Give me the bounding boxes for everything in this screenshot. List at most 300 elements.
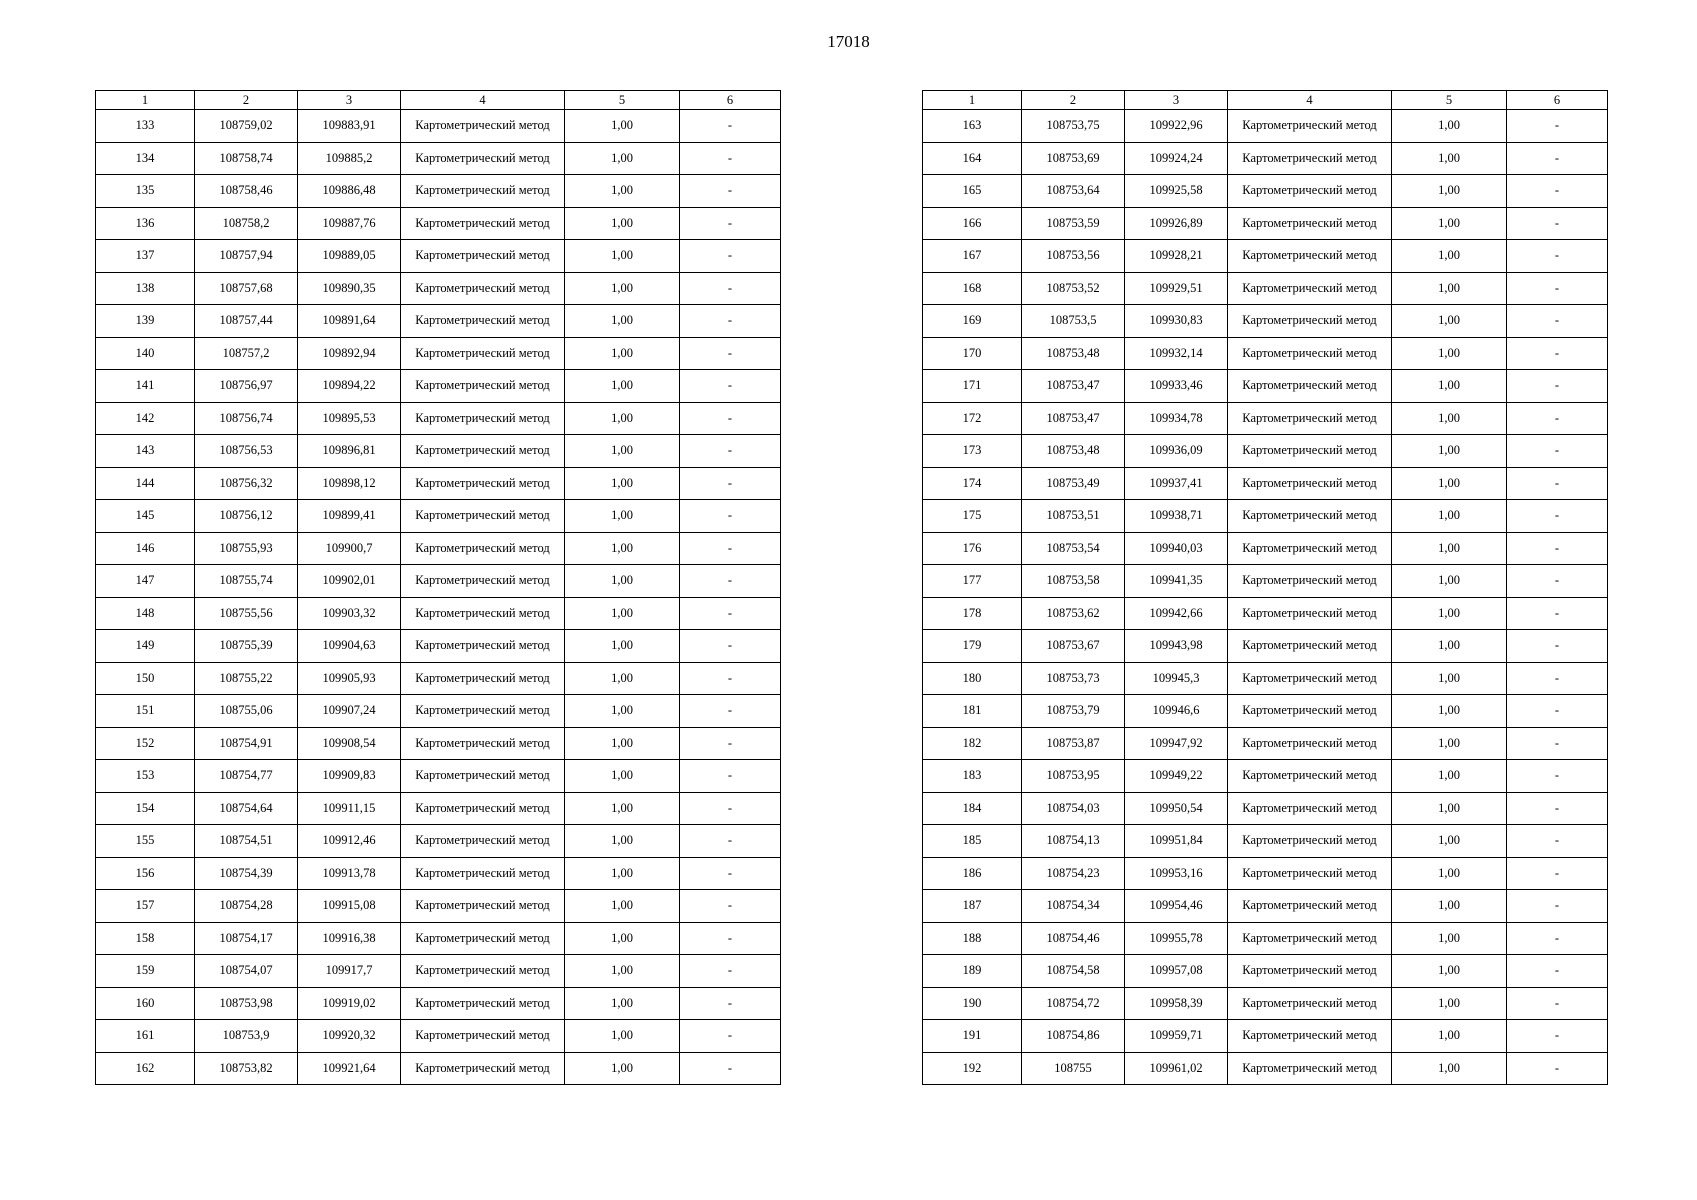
- method-cell: Картометрический метод: [401, 760, 565, 793]
- method-cell: Картометрический метод: [401, 1020, 565, 1053]
- y-coordinate-cell: 109892,94: [298, 337, 401, 370]
- y-coordinate-cell: 109908,54: [298, 727, 401, 760]
- accuracy-cell: 1,00: [565, 402, 680, 435]
- table-row: [96, 500, 781, 533]
- point-number-cell: 143: [96, 435, 195, 468]
- table-row: [96, 402, 781, 435]
- accuracy-cell: 1,00: [1392, 792, 1507, 825]
- x-coordinate-cell: 108753,73: [1022, 662, 1125, 695]
- point-number-cell: 177: [923, 565, 1022, 598]
- description-cell: -: [680, 565, 781, 598]
- x-coordinate-cell: 108757,94: [195, 240, 298, 273]
- point-number-cell: 171: [923, 370, 1022, 403]
- method-cell: Картометрический метод: [401, 435, 565, 468]
- x-coordinate-cell: 108753,59: [1022, 207, 1125, 240]
- y-coordinate-cell: 109887,76: [298, 207, 401, 240]
- header-cell: 1: [923, 91, 1022, 110]
- accuracy-cell: 1,00: [1392, 1020, 1507, 1053]
- accuracy-cell: 1,00: [1392, 142, 1507, 175]
- accuracy-cell: 1,00: [1392, 337, 1507, 370]
- y-coordinate-cell: 109947,92: [1125, 727, 1228, 760]
- y-coordinate-cell: 109916,38: [298, 922, 401, 955]
- y-coordinate-cell: 109895,53: [298, 402, 401, 435]
- x-coordinate-cell: 108753,75: [1022, 110, 1125, 143]
- table-header-row: [96, 91, 781, 110]
- accuracy-cell: 1,00: [565, 857, 680, 890]
- description-cell: -: [680, 857, 781, 890]
- description-cell: -: [680, 1020, 781, 1053]
- point-number-cell: 134: [96, 142, 195, 175]
- point-number-cell: 136: [96, 207, 195, 240]
- table-row: [923, 370, 1608, 403]
- x-coordinate-cell: 108755,06: [195, 695, 298, 728]
- x-coordinate-cell: 108757,68: [195, 272, 298, 305]
- accuracy-cell: 1,00: [565, 337, 680, 370]
- y-coordinate-cell: 109936,09: [1125, 435, 1228, 468]
- y-coordinate-cell: 109919,02: [298, 987, 401, 1020]
- point-number-cell: 187: [923, 890, 1022, 923]
- y-coordinate-cell: 109891,64: [298, 305, 401, 338]
- accuracy-cell: 1,00: [1392, 240, 1507, 273]
- method-cell: Картометрический метод: [401, 1052, 565, 1085]
- table-row: [96, 955, 781, 988]
- method-cell: Картометрический метод: [401, 402, 565, 435]
- y-coordinate-cell: 109928,21: [1125, 240, 1228, 273]
- y-coordinate-cell: 109922,96: [1125, 110, 1228, 143]
- table-row: [923, 597, 1608, 630]
- method-cell: Картометрический метод: [1228, 1020, 1392, 1053]
- y-coordinate-cell: 109900,7: [298, 532, 401, 565]
- point-number-cell: 159: [96, 955, 195, 988]
- method-cell: Картометрический метод: [1228, 922, 1392, 955]
- x-coordinate-cell: 108755,56: [195, 597, 298, 630]
- point-number-cell: 163: [923, 110, 1022, 143]
- x-coordinate-cell: 108753,47: [1022, 370, 1125, 403]
- description-cell: -: [680, 435, 781, 468]
- y-coordinate-cell: 109958,39: [1125, 987, 1228, 1020]
- x-coordinate-cell: 108754,46: [1022, 922, 1125, 955]
- table-row: [96, 792, 781, 825]
- point-number-cell: 152: [96, 727, 195, 760]
- y-coordinate-cell: 109954,46: [1125, 890, 1228, 923]
- y-coordinate-cell: 109929,51: [1125, 272, 1228, 305]
- method-cell: Картометрический метод: [1228, 630, 1392, 663]
- point-number-cell: 188: [923, 922, 1022, 955]
- description-cell: -: [1507, 305, 1608, 338]
- point-number-cell: 147: [96, 565, 195, 598]
- accuracy-cell: 1,00: [565, 175, 680, 208]
- description-cell: -: [680, 240, 781, 273]
- y-coordinate-cell: 109889,05: [298, 240, 401, 273]
- table-row: [923, 207, 1608, 240]
- point-number-cell: 185: [923, 825, 1022, 858]
- method-cell: Картометрический метод: [401, 337, 565, 370]
- description-cell: -: [680, 402, 781, 435]
- y-coordinate-cell: 109890,35: [298, 272, 401, 305]
- x-coordinate-cell: 108758,2: [195, 207, 298, 240]
- point-number-cell: 174: [923, 467, 1022, 500]
- table-row: [923, 857, 1608, 890]
- y-coordinate-cell: 109941,35: [1125, 565, 1228, 598]
- description-cell: -: [680, 1052, 781, 1085]
- table-row: [96, 467, 781, 500]
- x-coordinate-cell: 108755,74: [195, 565, 298, 598]
- description-cell: -: [680, 175, 781, 208]
- x-coordinate-cell: 108753,79: [1022, 695, 1125, 728]
- point-number-cell: 158: [96, 922, 195, 955]
- x-coordinate-cell: 108756,12: [195, 500, 298, 533]
- description-cell: -: [1507, 175, 1608, 208]
- y-coordinate-cell: 109917,7: [298, 955, 401, 988]
- table-row: [96, 207, 781, 240]
- accuracy-cell: 1,00: [1392, 630, 1507, 663]
- accuracy-cell: 1,00: [565, 500, 680, 533]
- accuracy-cell: 1,00: [1392, 435, 1507, 468]
- method-cell: Картометрический метод: [401, 955, 565, 988]
- table-row: [923, 402, 1608, 435]
- y-coordinate-cell: 109902,01: [298, 565, 401, 598]
- method-cell: Картометрический метод: [401, 662, 565, 695]
- accuracy-cell: 1,00: [1392, 207, 1507, 240]
- header-cell: 4: [401, 91, 565, 110]
- x-coordinate-cell: 108753,67: [1022, 630, 1125, 663]
- y-coordinate-cell: 109938,71: [1125, 500, 1228, 533]
- accuracy-cell: 1,00: [565, 1020, 680, 1053]
- accuracy-cell: 1,00: [565, 695, 680, 728]
- x-coordinate-cell: 108754,07: [195, 955, 298, 988]
- accuracy-cell: 1,00: [565, 435, 680, 468]
- method-cell: Картометрический метод: [401, 467, 565, 500]
- description-cell: -: [680, 467, 781, 500]
- description-cell: -: [680, 890, 781, 923]
- y-coordinate-cell: 109937,41: [1125, 467, 1228, 500]
- table-row: [923, 695, 1608, 728]
- description-cell: -: [680, 987, 781, 1020]
- x-coordinate-cell: 108753,98: [195, 987, 298, 1020]
- point-number-cell: 169: [923, 305, 1022, 338]
- table-row: [96, 1020, 781, 1053]
- accuracy-cell: 1,00: [1392, 890, 1507, 923]
- y-coordinate-cell: 109961,02: [1125, 1052, 1228, 1085]
- y-coordinate-cell: 109934,78: [1125, 402, 1228, 435]
- point-number-cell: 144: [96, 467, 195, 500]
- point-number-cell: 182: [923, 727, 1022, 760]
- description-cell: -: [1507, 207, 1608, 240]
- accuracy-cell: 1,00: [1392, 402, 1507, 435]
- method-cell: Картометрический метод: [1228, 955, 1392, 988]
- y-coordinate-cell: 109911,15: [298, 792, 401, 825]
- x-coordinate-cell: 108754,13: [1022, 825, 1125, 858]
- table-row: [96, 825, 781, 858]
- table-row: [96, 922, 781, 955]
- x-coordinate-cell: 108753,49: [1022, 467, 1125, 500]
- method-cell: Картометрический метод: [1228, 890, 1392, 923]
- table-row: [96, 727, 781, 760]
- point-number-cell: 139: [96, 305, 195, 338]
- x-coordinate-cell: 108754,64: [195, 792, 298, 825]
- description-cell: -: [1507, 890, 1608, 923]
- accuracy-cell: 1,00: [565, 240, 680, 273]
- method-cell: Картометрический метод: [401, 532, 565, 565]
- method-cell: Картометрический метод: [401, 987, 565, 1020]
- table-row: [923, 1020, 1608, 1053]
- method-cell: Картометрический метод: [401, 630, 565, 663]
- point-number-cell: 151: [96, 695, 195, 728]
- table-row: [923, 825, 1608, 858]
- method-cell: Картометрический метод: [1228, 435, 1392, 468]
- table-row: [96, 240, 781, 273]
- method-cell: Картометрический метод: [1228, 727, 1392, 760]
- description-cell: -: [680, 760, 781, 793]
- method-cell: Картометрический метод: [401, 207, 565, 240]
- table-row: [923, 630, 1608, 663]
- x-coordinate-cell: 108758,46: [195, 175, 298, 208]
- method-cell: Картометрический метод: [1228, 402, 1392, 435]
- x-coordinate-cell: 108754,72: [1022, 987, 1125, 1020]
- accuracy-cell: 1,00: [565, 207, 680, 240]
- table-row: [923, 727, 1608, 760]
- y-coordinate-cell: 109945,3: [1125, 662, 1228, 695]
- description-cell: -: [680, 662, 781, 695]
- table-row: [96, 305, 781, 338]
- x-coordinate-cell: 108756,53: [195, 435, 298, 468]
- point-number-cell: 137: [96, 240, 195, 273]
- description-cell: -: [1507, 987, 1608, 1020]
- x-coordinate-cell: 108755,22: [195, 662, 298, 695]
- description-cell: -: [680, 922, 781, 955]
- table-row: [96, 987, 781, 1020]
- x-coordinate-cell: 108753,64: [1022, 175, 1125, 208]
- description-cell: -: [680, 142, 781, 175]
- description-cell: -: [1507, 402, 1608, 435]
- table-row: [923, 467, 1608, 500]
- y-coordinate-cell: 109946,6: [1125, 695, 1228, 728]
- x-coordinate-cell: 108756,74: [195, 402, 298, 435]
- table-row: [923, 1052, 1608, 1085]
- point-number-cell: 186: [923, 857, 1022, 890]
- point-number-cell: 150: [96, 662, 195, 695]
- accuracy-cell: 1,00: [565, 792, 680, 825]
- header-cell: 3: [1125, 91, 1228, 110]
- y-coordinate-cell: 109909,83: [298, 760, 401, 793]
- accuracy-cell: 1,00: [565, 630, 680, 663]
- header-cell: 3: [298, 91, 401, 110]
- description-cell: -: [1507, 532, 1608, 565]
- description-cell: -: [1507, 955, 1608, 988]
- method-cell: Картометрический метод: [401, 500, 565, 533]
- point-number-cell: 140: [96, 337, 195, 370]
- point-number-cell: 183: [923, 760, 1022, 793]
- y-coordinate-cell: 109950,54: [1125, 792, 1228, 825]
- y-coordinate-cell: 109924,24: [1125, 142, 1228, 175]
- description-cell: -: [680, 337, 781, 370]
- table-row: [96, 857, 781, 890]
- accuracy-cell: 1,00: [1392, 305, 1507, 338]
- point-number-cell: 155: [96, 825, 195, 858]
- table-row: [923, 955, 1608, 988]
- y-coordinate-cell: 109957,08: [1125, 955, 1228, 988]
- method-cell: Картометрический метод: [401, 792, 565, 825]
- accuracy-cell: 1,00: [1392, 695, 1507, 728]
- point-number-cell: 191: [923, 1020, 1022, 1053]
- accuracy-cell: 1,00: [1392, 532, 1507, 565]
- method-cell: Картометрический метод: [1228, 695, 1392, 728]
- description-cell: -: [680, 370, 781, 403]
- y-coordinate-cell: 109920,32: [298, 1020, 401, 1053]
- description-cell: -: [680, 272, 781, 305]
- x-coordinate-cell: 108755,93: [195, 532, 298, 565]
- x-coordinate-cell: 108754,51: [195, 825, 298, 858]
- method-cell: Картометрический метод: [1228, 467, 1392, 500]
- table-row: [923, 792, 1608, 825]
- y-coordinate-cell: 109907,24: [298, 695, 401, 728]
- x-coordinate-cell: 108754,91: [195, 727, 298, 760]
- x-coordinate-cell: 108753,56: [1022, 240, 1125, 273]
- description-cell: -: [680, 207, 781, 240]
- description-cell: -: [1507, 630, 1608, 663]
- description-cell: -: [680, 110, 781, 143]
- point-number-cell: 138: [96, 272, 195, 305]
- x-coordinate-cell: 108754,28: [195, 890, 298, 923]
- x-coordinate-cell: 108753,48: [1022, 435, 1125, 468]
- accuracy-cell: 1,00: [1392, 955, 1507, 988]
- table-row: [923, 240, 1608, 273]
- point-number-cell: 164: [923, 142, 1022, 175]
- description-cell: -: [680, 695, 781, 728]
- method-cell: Картометрический метод: [1228, 565, 1392, 598]
- point-number-cell: 142: [96, 402, 195, 435]
- method-cell: Картометрический метод: [401, 240, 565, 273]
- header-cell: 6: [1507, 91, 1608, 110]
- method-cell: Картометрический метод: [401, 370, 565, 403]
- accuracy-cell: 1,00: [1392, 727, 1507, 760]
- method-cell: Картометрический метод: [1228, 272, 1392, 305]
- accuracy-cell: 1,00: [565, 955, 680, 988]
- x-coordinate-cell: 108754,23: [1022, 857, 1125, 890]
- point-number-cell: 160: [96, 987, 195, 1020]
- point-number-cell: 190: [923, 987, 1022, 1020]
- table-row: [96, 272, 781, 305]
- method-cell: Картометрический метод: [401, 175, 565, 208]
- y-coordinate-cell: 109894,22: [298, 370, 401, 403]
- description-cell: -: [680, 630, 781, 663]
- table-row: [96, 1052, 781, 1085]
- point-number-cell: 173: [923, 435, 1022, 468]
- description-cell: -: [680, 792, 781, 825]
- description-cell: -: [1507, 825, 1608, 858]
- accuracy-cell: 1,00: [565, 825, 680, 858]
- table-row: [923, 565, 1608, 598]
- y-coordinate-cell: 109886,48: [298, 175, 401, 208]
- description-cell: -: [680, 305, 781, 338]
- y-coordinate-cell: 109943,98: [1125, 630, 1228, 663]
- method-cell: Картометрический метод: [401, 890, 565, 923]
- point-number-cell: 165: [923, 175, 1022, 208]
- point-number-cell: 172: [923, 402, 1022, 435]
- accuracy-cell: 1,00: [565, 565, 680, 598]
- header-cell: 5: [565, 91, 680, 110]
- header-cell: 6: [680, 91, 781, 110]
- x-coordinate-cell: 108753,51: [1022, 500, 1125, 533]
- method-cell: Картометрический метод: [1228, 110, 1392, 143]
- description-cell: -: [1507, 1020, 1608, 1053]
- table-row: [96, 630, 781, 663]
- accuracy-cell: 1,00: [1392, 597, 1507, 630]
- x-coordinate-cell: 108753,48: [1022, 337, 1125, 370]
- x-coordinate-cell: 108754,03: [1022, 792, 1125, 825]
- point-number-cell: 189: [923, 955, 1022, 988]
- method-cell: Картометрический метод: [401, 110, 565, 143]
- y-coordinate-cell: 109932,14: [1125, 337, 1228, 370]
- method-cell: Картометрический метод: [1228, 1052, 1392, 1085]
- accuracy-cell: 1,00: [565, 305, 680, 338]
- point-number-cell: 184: [923, 792, 1022, 825]
- point-number-cell: 180: [923, 662, 1022, 695]
- accuracy-cell: 1,00: [1392, 662, 1507, 695]
- point-number-cell: 166: [923, 207, 1022, 240]
- y-coordinate-cell: 109899,41: [298, 500, 401, 533]
- accuracy-cell: 1,00: [565, 467, 680, 500]
- accuracy-cell: 1,00: [565, 142, 680, 175]
- y-coordinate-cell: 109949,22: [1125, 760, 1228, 793]
- accuracy-cell: 1,00: [1392, 110, 1507, 143]
- table-row: [923, 175, 1608, 208]
- y-coordinate-cell: 109898,12: [298, 467, 401, 500]
- x-coordinate-cell: 108753,5: [1022, 305, 1125, 338]
- accuracy-cell: 1,00: [1392, 760, 1507, 793]
- coordinates-table-right: [922, 90, 1608, 1085]
- method-cell: Картометрический метод: [1228, 532, 1392, 565]
- x-coordinate-cell: 108754,17: [195, 922, 298, 955]
- description-cell: -: [680, 727, 781, 760]
- description-cell: -: [1507, 597, 1608, 630]
- accuracy-cell: 1,00: [1392, 825, 1507, 858]
- table-row: [96, 760, 781, 793]
- x-coordinate-cell: 108753,58: [1022, 565, 1125, 598]
- accuracy-cell: 1,00: [565, 890, 680, 923]
- y-coordinate-cell: 109933,46: [1125, 370, 1228, 403]
- accuracy-cell: 1,00: [565, 922, 680, 955]
- y-coordinate-cell: 109955,78: [1125, 922, 1228, 955]
- x-coordinate-cell: 108754,77: [195, 760, 298, 793]
- method-cell: Картометрический метод: [1228, 662, 1392, 695]
- table-row: [923, 272, 1608, 305]
- y-coordinate-cell: 109896,81: [298, 435, 401, 468]
- method-cell: Картометрический метод: [1228, 175, 1392, 208]
- table-row: [923, 142, 1608, 175]
- description-cell: -: [680, 532, 781, 565]
- y-coordinate-cell: 109930,83: [1125, 305, 1228, 338]
- table-row: [96, 175, 781, 208]
- description-cell: -: [1507, 500, 1608, 533]
- table-row: [96, 337, 781, 370]
- accuracy-cell: 1,00: [1392, 467, 1507, 500]
- x-coordinate-cell: 108755,39: [195, 630, 298, 663]
- header-cell: 1: [96, 91, 195, 110]
- description-cell: -: [1507, 1052, 1608, 1085]
- description-cell: -: [1507, 467, 1608, 500]
- accuracy-cell: 1,00: [1392, 1052, 1507, 1085]
- point-number-cell: 141: [96, 370, 195, 403]
- x-coordinate-cell: 108757,2: [195, 337, 298, 370]
- table-row: [923, 337, 1608, 370]
- y-coordinate-cell: 109913,78: [298, 857, 401, 890]
- header-cell: 4: [1228, 91, 1392, 110]
- description-cell: -: [1507, 922, 1608, 955]
- point-number-cell: 175: [923, 500, 1022, 533]
- method-cell: Картометрический метод: [401, 695, 565, 728]
- method-cell: Картометрический метод: [401, 597, 565, 630]
